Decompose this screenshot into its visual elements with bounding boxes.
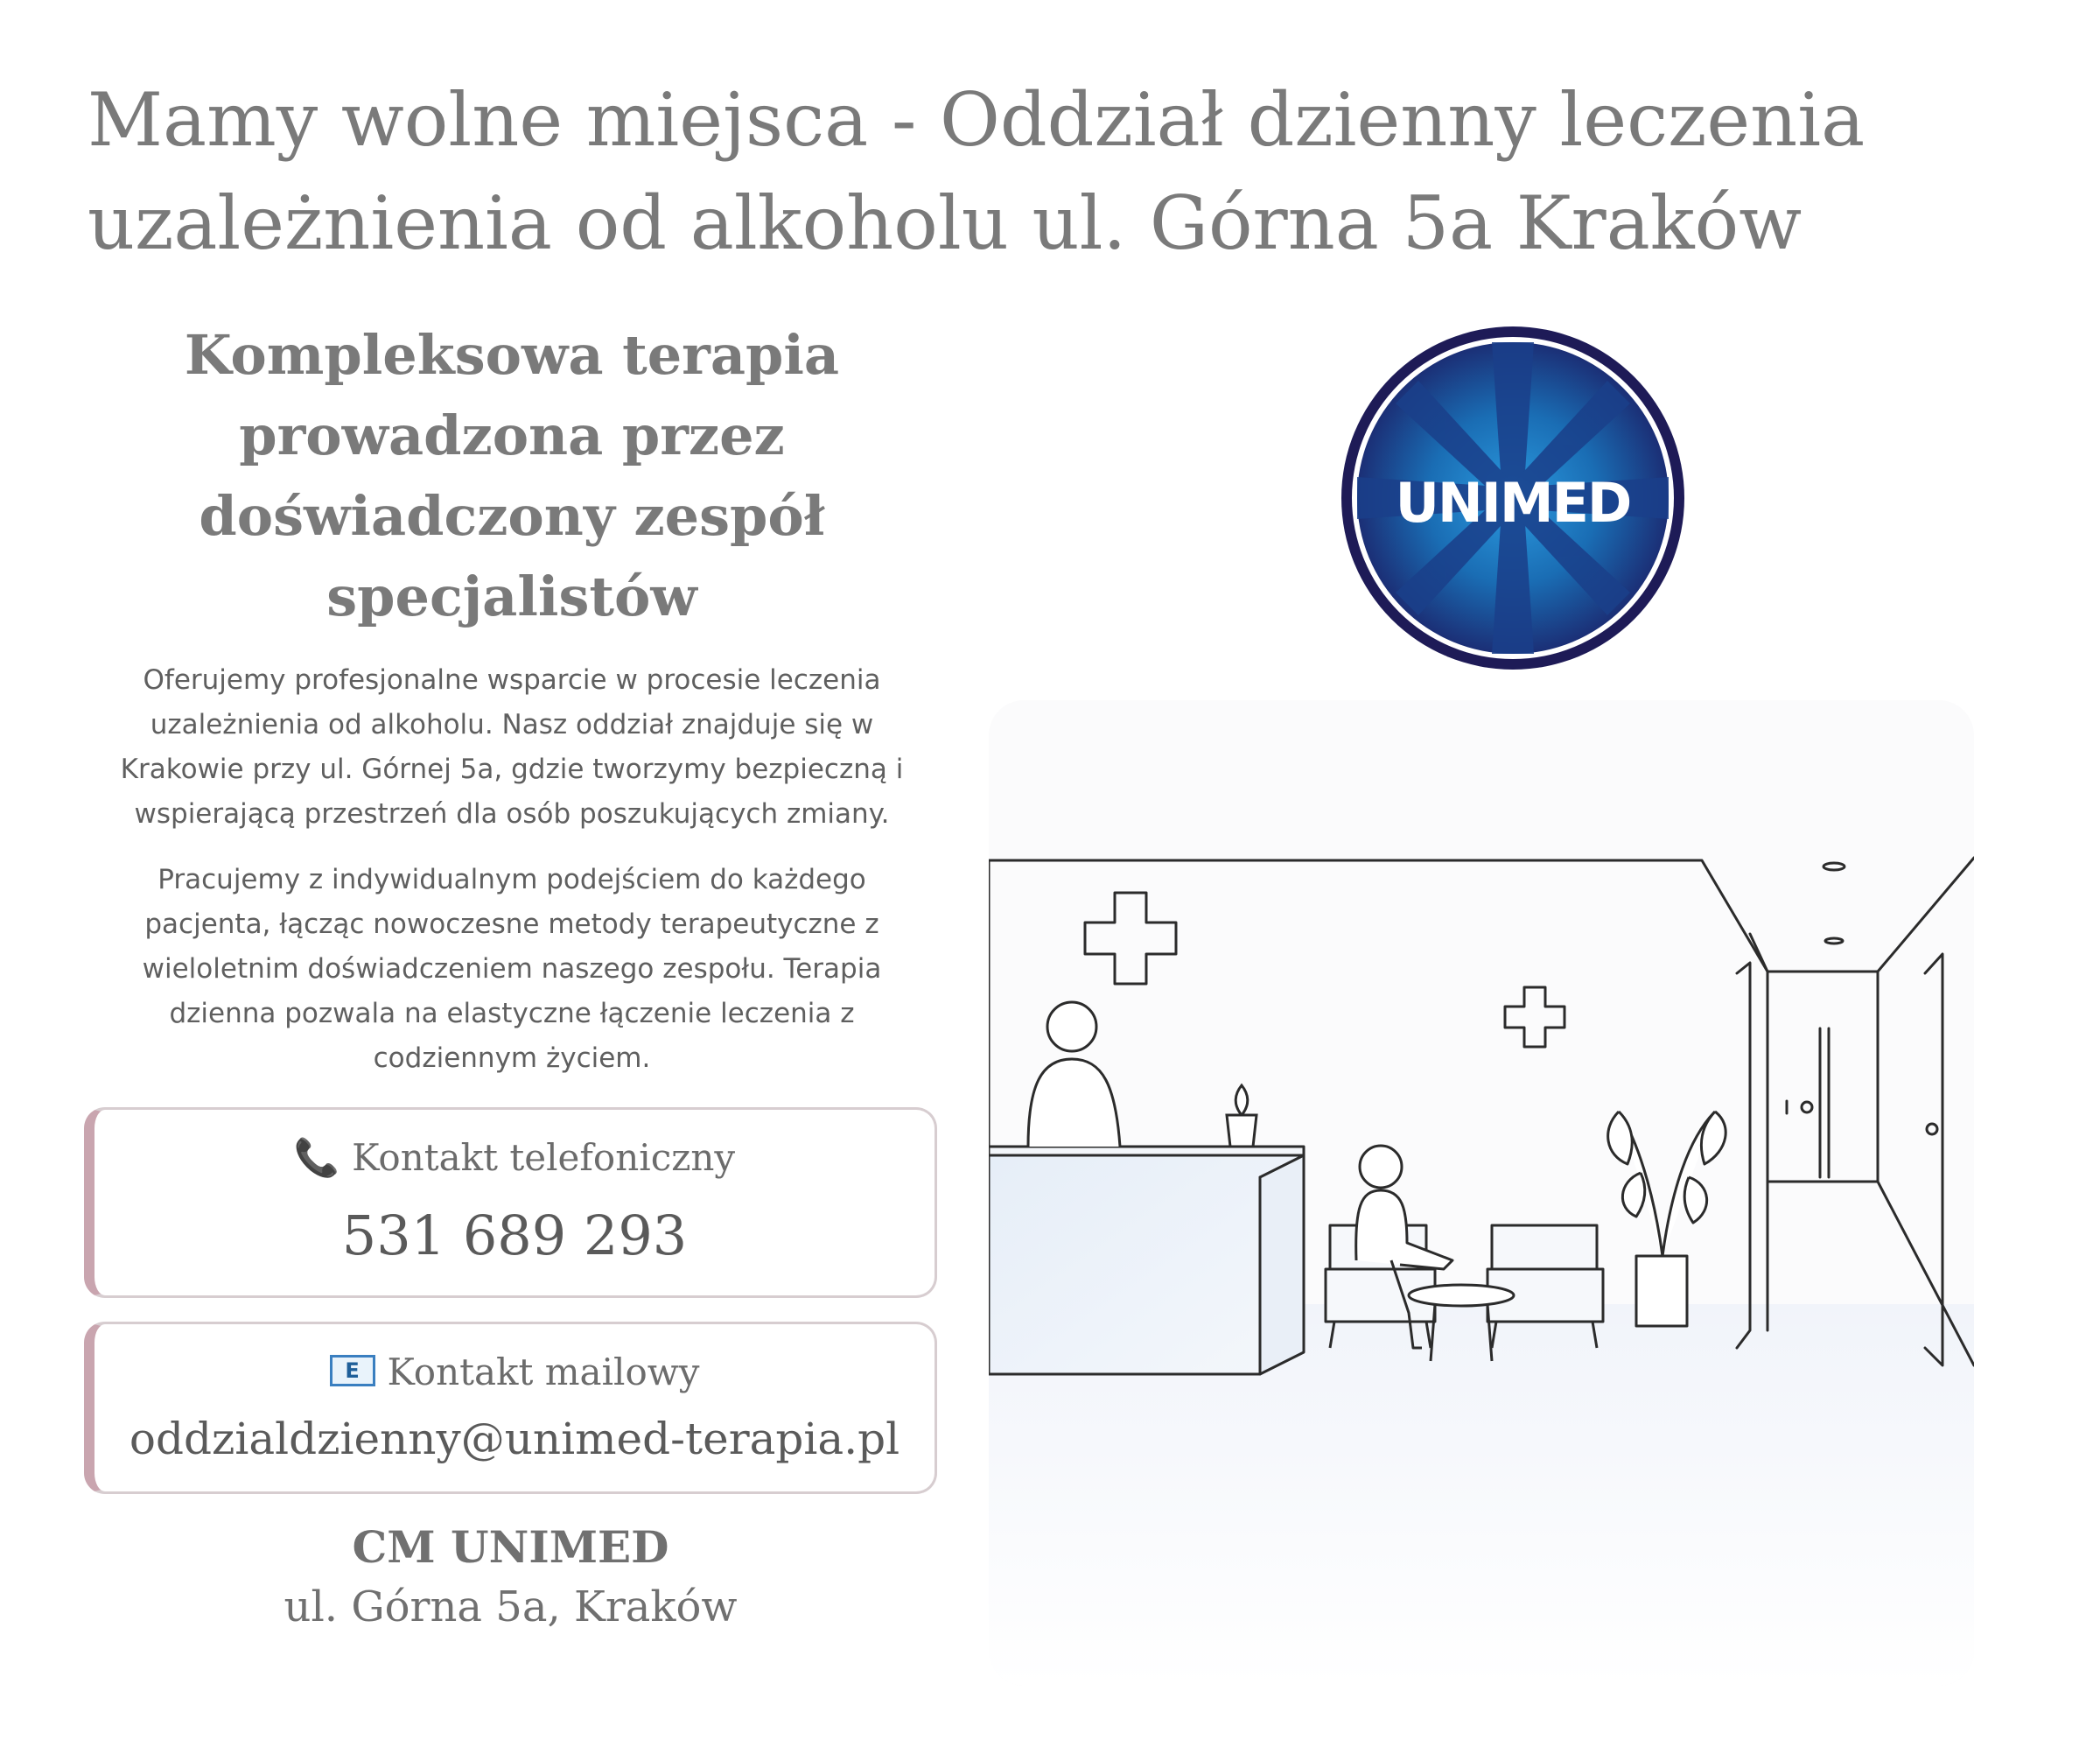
- organization-name: CM UNIMED: [352, 1521, 669, 1573]
- section-subtitle: Kompleksowa terapia prowadzona przez doświadczony zespół specjalistów: [184, 323, 840, 628]
- email-address-link[interactable]: oddzialdzienny@unimed-terapia.pl: [129, 1414, 900, 1464]
- intro-paragraph-2: Pracujemy z indywidualnym podejściem do każdego pacjenta, łącząc nowoczesne metody terapeutyczne z wieloletnim doświadczeniem naszego zespołu. Terapia dzienna pozwala na elastyczne łączenie leczenia z codziennym życiem.: [142, 864, 882, 1074]
- email-contact-heading: [94, 1351, 934, 1393]
- logo-text: UNIMED: [1395, 471, 1631, 535]
- phone-contact-card: [84, 1107, 937, 1298]
- phone-contact-heading: [94, 1136, 934, 1180]
- telephone-receiver-icon: 📞: [293, 1136, 340, 1179]
- e-mail-icon: E: [330, 1355, 375, 1386]
- clinic-reception-drawing: [989, 700, 1974, 1686]
- reception-illustration: [989, 700, 1974, 1686]
- intro-paragraph-1: Oferujemy profesjonalne wsparcie w procesie leczenia uzależnienia od alkoholu. Nasz oddział znajduje się w Krakowie przy ul. Górnej 5a, gdzie tworzymy bezpieczną i wspierającą przestrzeń dla osób poszukujących zmiany.: [120, 664, 904, 830]
- phone-contact-label: Kontakt telefoniczny: [352, 1136, 736, 1179]
- unimed-logo: [1334, 319, 1691, 677]
- email-contact-label: Kontakt mailowy: [387, 1351, 700, 1393]
- page-title: Mamy wolne miejsca - Oddział dzienny leczenia uzależnienia od alkoholu ul. Górna 5a Kraków: [88, 77, 1866, 266]
- organization-address: ul. Górna 5a, Kraków: [284, 1582, 738, 1631]
- phone-number-link[interactable]: 531 689 293: [341, 1203, 688, 1267]
- email-contact-card: [84, 1322, 937, 1494]
